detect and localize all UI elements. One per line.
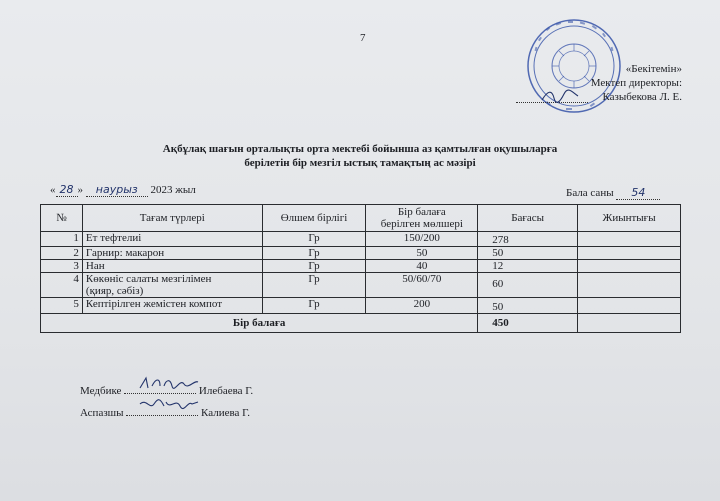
- total-sum: [578, 314, 681, 333]
- row-dish: Кептірілген жемістен компот: [82, 298, 262, 314]
- row-price: 12: [478, 260, 578, 273]
- document-title-line1: Ақбұлақ шағын орталықты орта мектебі бойынша аз қамтылған оқушыларға: [162, 143, 558, 155]
- signature-role: Аспазшы: [80, 407, 124, 419]
- table-row: [41, 232, 681, 247]
- nurse-signature: [136, 374, 200, 392]
- document-title-line2: берілетін бір мезгіл ыстық тамақтың ас мәзірі: [244, 157, 476, 169]
- row-total: [578, 298, 681, 314]
- table-row: [41, 247, 681, 260]
- date-close-quote: »: [77, 184, 83, 196]
- child-count-value: 54: [631, 186, 646, 199]
- row-unit: Гр: [262, 298, 366, 314]
- row-dish: Гарнир: макарон: [82, 247, 262, 260]
- approval-line-approve: «Бекітемін»: [625, 63, 682, 75]
- row-dish: Көкөніс салаты мезгілімен (қияр, сәбіз): [82, 273, 262, 298]
- row-amount: 40: [366, 260, 478, 273]
- table-row: [41, 260, 681, 273]
- date-month: наурыз: [95, 183, 138, 196]
- director-signature: [540, 88, 580, 104]
- child-count-label: Бала саны: [566, 187, 614, 199]
- signature-name: Илебаева Г.: [198, 385, 254, 397]
- row-total: [578, 247, 681, 260]
- page-number: 7: [360, 32, 366, 44]
- signature-line: [124, 393, 196, 394]
- row-unit: Гр: [262, 273, 366, 298]
- date-year: 2023 жыл: [150, 184, 196, 196]
- row-price: 50: [478, 298, 578, 314]
- header-price: Бағасы: [478, 205, 578, 232]
- header-unit: Өлшем бірлігі: [262, 205, 366, 232]
- row-price: 50: [478, 247, 578, 260]
- menu-date: [50, 183, 196, 197]
- row-unit: Гр: [262, 232, 366, 247]
- row-price: 278: [478, 232, 578, 247]
- signature-name: Калиева Г.: [201, 407, 251, 419]
- header-number: №: [41, 205, 83, 232]
- row-dish: Нан: [82, 260, 262, 273]
- row-total: [578, 260, 681, 273]
- row-dish: Ет тефтелиі: [82, 232, 262, 247]
- signature-role: Медбике: [80, 385, 122, 397]
- row-unit: Гр: [262, 260, 366, 273]
- menu-table: [40, 204, 681, 333]
- date-open-quote: «: [50, 184, 56, 196]
- row-unit: Гр: [262, 247, 366, 260]
- row-number: 1: [41, 232, 83, 247]
- row-number: 2: [41, 247, 83, 260]
- approval-line-director: Мектеп директоры:: [590, 77, 682, 89]
- cook-signature: [136, 396, 200, 414]
- row-amount: 200: [366, 298, 478, 314]
- row-amount: 50: [366, 247, 478, 260]
- total-label: Бір балаға: [41, 314, 478, 333]
- table-header-row: [41, 205, 681, 232]
- approval-director-name: Казыбекова Л. Е.: [602, 91, 682, 103]
- header-total: Жиынтығы: [578, 205, 681, 232]
- header-dish: Тағам түрлері: [82, 205, 262, 232]
- header-amount: Бір балаға берілген мөлшері: [366, 205, 478, 232]
- row-total: [578, 232, 681, 247]
- table-row: [41, 298, 681, 314]
- table-row: [41, 273, 681, 298]
- row-total: [578, 273, 681, 298]
- child-count: [566, 186, 660, 200]
- total-price: 450: [478, 314, 578, 333]
- table-total-row: [41, 314, 681, 333]
- date-day: 28: [59, 183, 74, 196]
- row-number: 4: [41, 273, 83, 298]
- signature-line: [126, 415, 198, 416]
- row-number: 3: [41, 260, 83, 273]
- row-price: 60: [478, 273, 578, 298]
- row-amount: 150/200: [366, 232, 478, 247]
- row-number: 5: [41, 298, 83, 314]
- row-amount: 50/60/70: [366, 273, 478, 298]
